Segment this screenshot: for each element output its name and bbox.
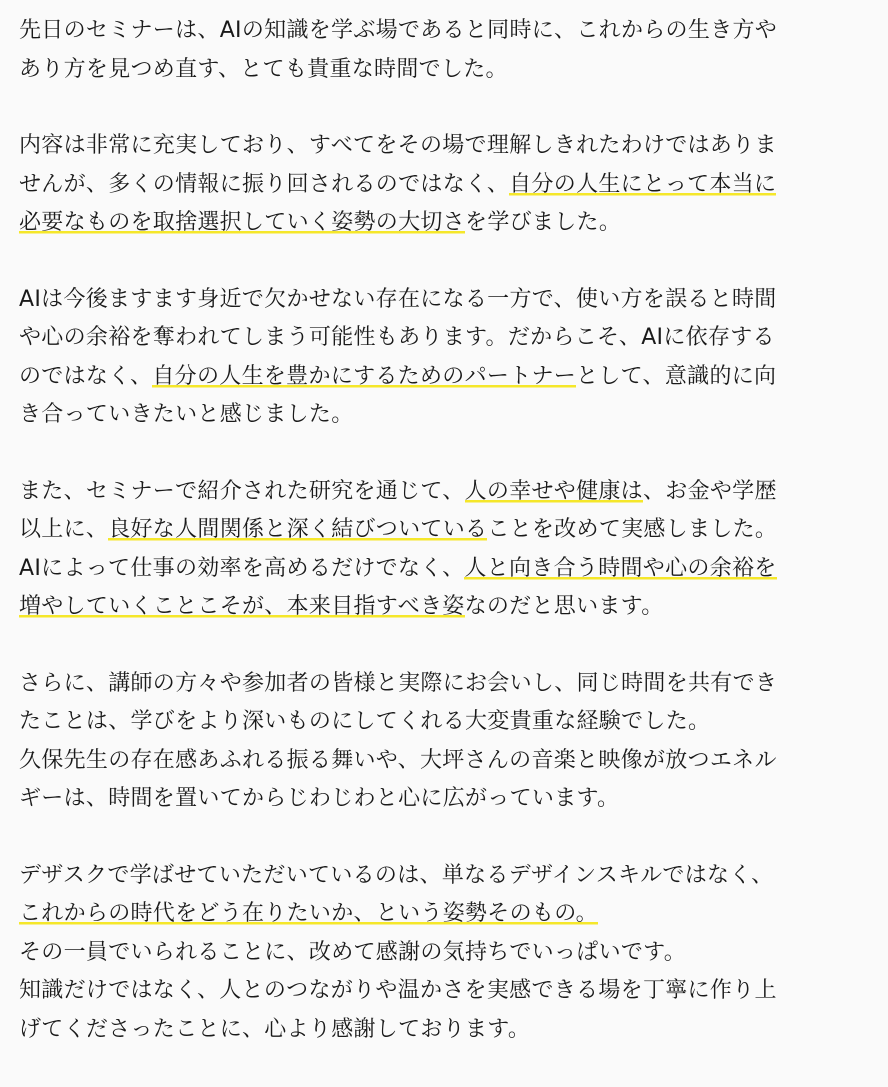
text-line <box>19 1011 859 1050</box>
text-segment: せんが、多くの情報に振り回されるのではなく、 <box>19 171 510 197</box>
highlighted-text: 良好な人間関係と深く結びついている <box>108 517 488 542</box>
text-segment: 以上に、 <box>19 517 109 542</box>
text-segment: また、セミナーで紹介された研究を通じて、 <box>19 478 465 504</box>
text-line <box>19 281 859 320</box>
text-line <box>19 857 859 896</box>
highlighted-text: 人と向き合う時間や心の余裕を <box>464 555 777 581</box>
text-segment: 、お金や学歴 <box>642 478 777 504</box>
text-line <box>19 703 859 742</box>
text-segment: き合っていきたいと感じました。 <box>19 402 354 427</box>
text-segment: その一員でいられることに、改めて感謝の気持ちでいっぱいです。 <box>19 939 687 965</box>
paragraph-2 <box>19 127 859 243</box>
text-line <box>19 319 859 358</box>
text-line <box>19 358 859 397</box>
text-line <box>19 780 859 819</box>
text-segment: AIは今後ますます身近で欠かせない存在になる一方で、使い方を誤ると時間 <box>19 286 777 312</box>
text-segment: を学びました。 <box>465 210 622 235</box>
text-line <box>19 934 859 973</box>
text-line <box>19 665 859 704</box>
paragraph-3 <box>19 281 859 435</box>
text-segment: として、意識的に向 <box>576 363 777 389</box>
text-segment: さらに、講師の方々や参加者の皆様と実際にお会いし、同じ時間を共有でき <box>19 670 778 696</box>
text-line <box>19 12 859 51</box>
text-line <box>19 550 859 589</box>
paragraph-4 <box>19 473 859 627</box>
paragraph-6 <box>19 857 859 1050</box>
highlighted-text: これからの時代をどう在りたいか、という姿勢そのもの。 <box>19 901 598 926</box>
highlighted-text: 自分の人生にとって本当に <box>509 171 777 197</box>
text-line <box>19 972 859 1011</box>
text-segment: ギーは、時間を置いてからじわじわと心に広がっています。 <box>19 786 620 811</box>
text-segment: AIによって仕事の効率を高めるだけでなく、 <box>19 555 465 581</box>
text-line <box>19 204 859 243</box>
text-segment: デザスクで学ばせていただいているのは、単なるデザインスキルではなく、 <box>19 862 774 888</box>
text-line <box>19 588 859 627</box>
text-line <box>19 166 859 205</box>
highlighted-text: 必要なものを取捨選択していく姿勢の大切さ <box>19 210 466 235</box>
paragraph-5 <box>19 665 859 819</box>
highlighted-text: 人の幸せや健康は <box>464 478 643 504</box>
text-segment: あり方を見つめ直す、とても貴重な時間でした。 <box>19 56 508 82</box>
highlighted-text: 自分の人生を豊かにするためのパートナー <box>152 363 577 389</box>
text-line <box>19 396 859 435</box>
text-segment: ことを改めて実感しました。 <box>487 517 778 542</box>
text-line <box>19 895 859 934</box>
text-line <box>19 742 859 781</box>
text-line <box>19 51 859 90</box>
text-line <box>19 127 859 166</box>
paragraph-1 <box>19 12 859 89</box>
text-segment: や心の余裕を奪われてしまう可能性もあります。だからこそ、AIに依存する <box>19 325 775 350</box>
article-body <box>19 12 859 1087</box>
text-segment: 内容は非常に充実しており、すべてをその場で理解しきれたわけではありま <box>19 133 777 158</box>
text-line <box>19 511 859 550</box>
text-segment: 知識だけではなく、人とのつながりや温かさを実感できる場を丁寧に作り上 <box>19 978 777 1003</box>
text-segment: のではなく、 <box>19 363 153 389</box>
text-segment: たことは、学びをより深いものにしてくれる大変貴重な経験でした。 <box>19 709 711 734</box>
text-line <box>19 473 859 512</box>
text-segment: げてくださったことに、心より感謝しております。 <box>19 1016 531 1042</box>
text-segment: なのだと思います。 <box>464 594 664 619</box>
text-segment: 先日のセミナーは、AIの知識を学ぶ場であると同時に、これからの生き方や <box>19 18 778 43</box>
highlighted-text: 増やしていくことこそが、本来目指すべき姿 <box>19 594 465 619</box>
text-segment: 久保先生の存在感あふれる振る舞いや、大坪さんの音楽と映像が放つエネル <box>19 747 777 773</box>
